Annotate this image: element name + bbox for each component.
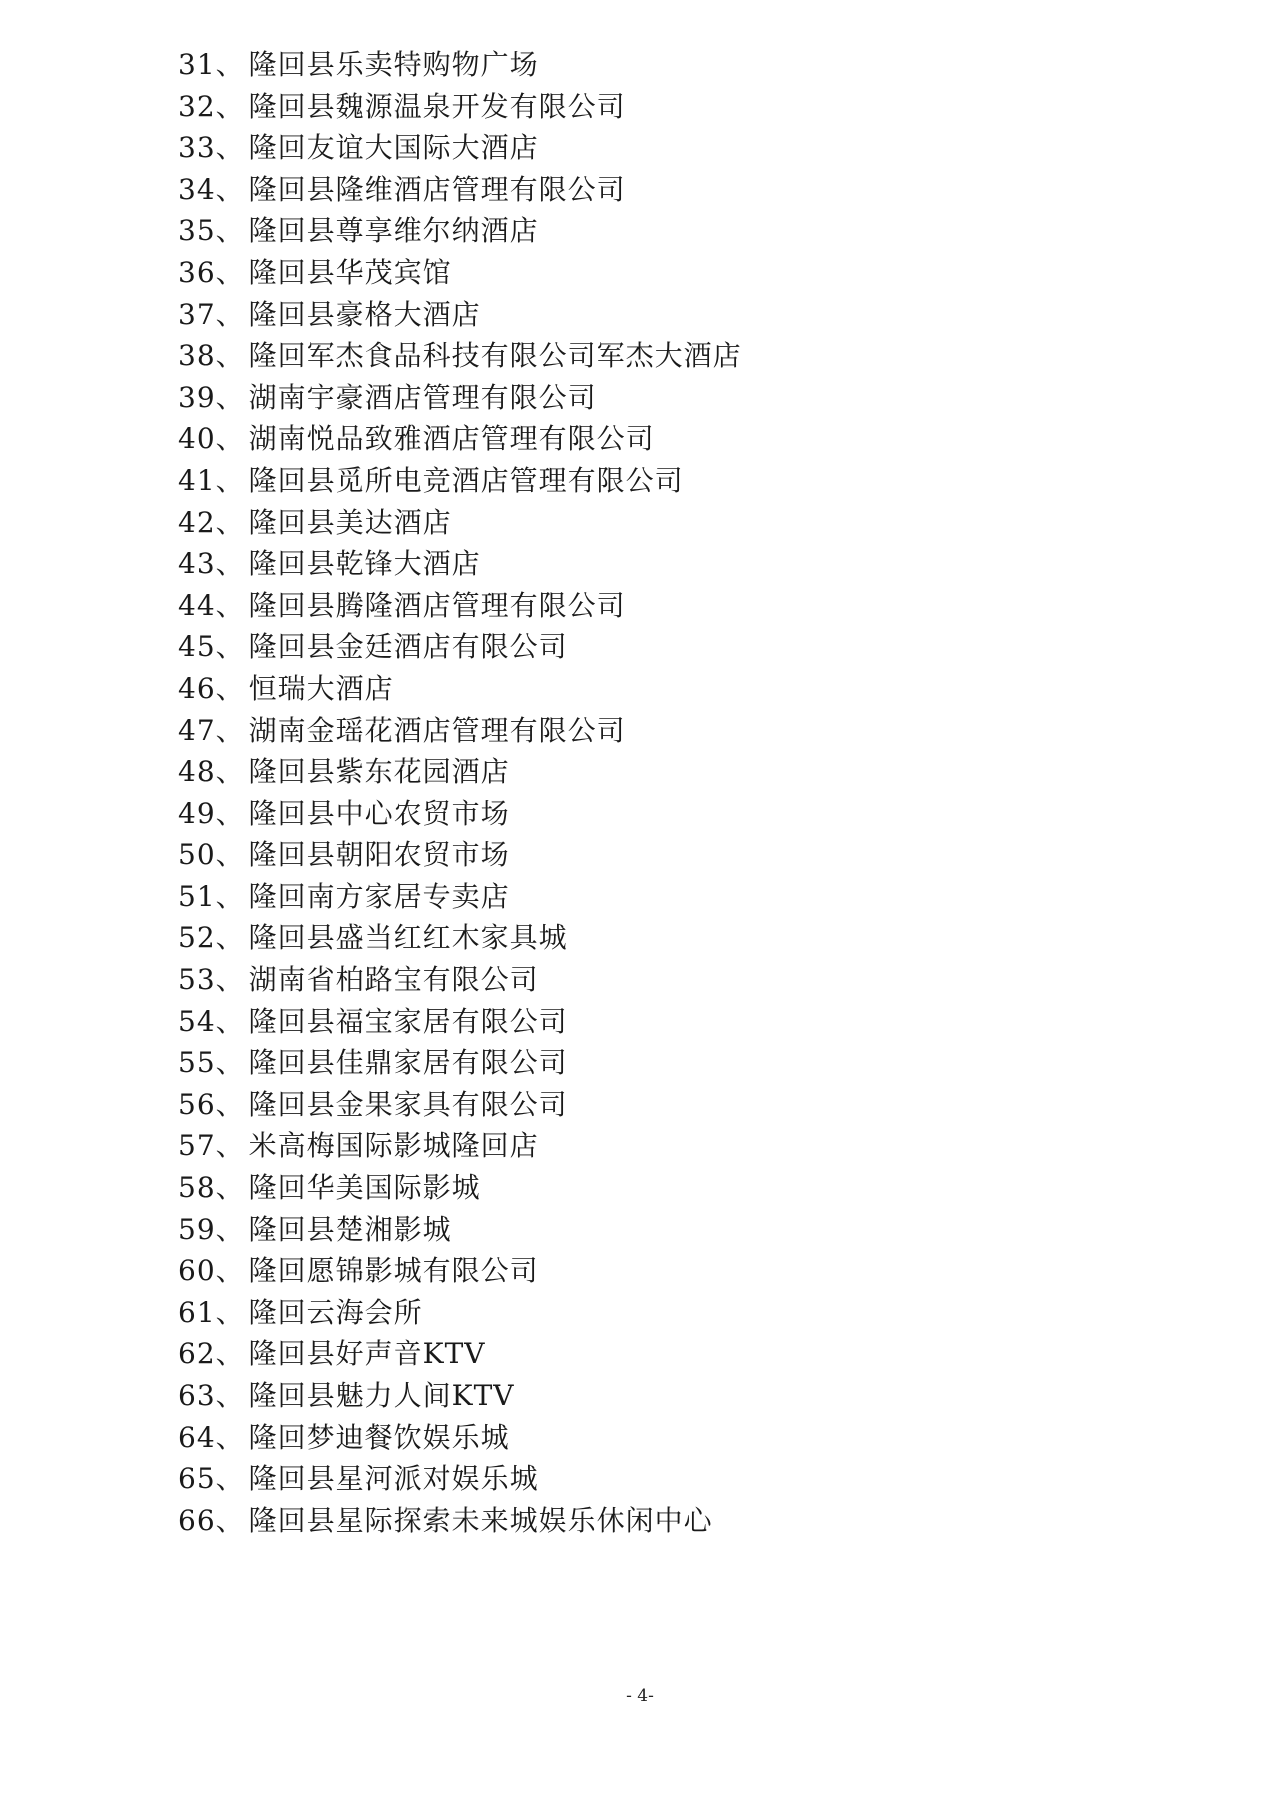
item-separator: 、: [215, 1254, 245, 1288]
item-number: 35: [178, 214, 216, 248]
item-name: 隆回愿锦影城有限公司: [248, 1254, 539, 1288]
item-number: 34: [178, 172, 216, 206]
item-separator: 、: [215, 172, 245, 206]
list-item: [178, 294, 742, 336]
item-number: 37: [178, 297, 216, 331]
item-separator: 、: [215, 214, 245, 248]
item-number: 65: [178, 1462, 216, 1496]
list-item: [178, 626, 742, 668]
item-number: 55: [178, 1046, 216, 1080]
list-item: [178, 210, 742, 252]
item-name: 隆回县星际探索未来城娱乐休闲中心: [248, 1503, 713, 1537]
list-item: [178, 1292, 742, 1334]
item-name: 隆回县好声音KTV: [248, 1337, 486, 1371]
item-separator: 、: [215, 505, 245, 539]
item-number: 31: [178, 48, 216, 81]
list-item: [178, 460, 742, 502]
item-separator: 、: [215, 1420, 245, 1454]
item-number: 44: [178, 588, 216, 622]
list-item: [178, 502, 742, 544]
item-number: 42: [178, 505, 216, 539]
item-number: 58: [178, 1171, 216, 1205]
item-name: 隆回县乐卖特购物广场: [248, 48, 539, 81]
list-item: [178, 377, 742, 419]
item-number: 56: [178, 1087, 216, 1121]
item-separator: 、: [215, 380, 245, 414]
list-item: [178, 1375, 742, 1417]
item-number: 36: [178, 255, 216, 289]
item-separator: 、: [215, 48, 245, 81]
item-name: 隆回县腾隆酒店管理有限公司: [248, 588, 626, 622]
item-separator: 、: [215, 1337, 245, 1371]
list-item: [178, 418, 742, 460]
item-name: 隆回友谊大国际大酒店: [248, 131, 539, 165]
item-name: 隆回云海会所: [248, 1295, 423, 1329]
item-name: 隆回县豪格大酒店: [248, 297, 481, 331]
list-item: [178, 1001, 742, 1043]
item-number: 33: [178, 131, 216, 165]
item-name: 隆回县华茂宾馆: [248, 255, 452, 289]
item-number: 63: [178, 1379, 216, 1412]
list-item: [178, 252, 742, 294]
item-separator: 、: [215, 1212, 245, 1246]
item-name: 隆回县星河派对娱乐城: [248, 1462, 539, 1496]
item-name: 隆回县金廷酒店有限公司: [248, 630, 568, 664]
item-separator: 、: [215, 1379, 245, 1412]
item-number: 32: [178, 89, 216, 123]
item-number: 59: [178, 1212, 216, 1246]
item-separator: 、: [215, 1503, 245, 1537]
item-name: 隆回县美达酒店: [248, 505, 452, 539]
item-separator: 、: [215, 713, 245, 747]
item-name: 隆回县隆维酒店管理有限公司: [248, 172, 626, 206]
list-item: [178, 44, 742, 86]
item-name: 隆回军杰食品科技有限公司军杰大酒店: [248, 339, 742, 373]
item-number: 48: [178, 755, 216, 789]
item-number: 43: [178, 547, 216, 581]
list-item: [178, 793, 742, 835]
item-separator: 、: [215, 1462, 245, 1496]
list-item: [178, 1125, 742, 1167]
list-item: [178, 1458, 742, 1500]
item-separator: 、: [215, 921, 245, 955]
list-item: [178, 1250, 742, 1292]
item-number: 62: [178, 1337, 216, 1371]
item-number: 60: [178, 1254, 216, 1288]
item-number: 47: [178, 713, 216, 747]
item-name: 湖南金瑶花酒店管理有限公司: [248, 713, 626, 747]
list-item: [178, 1084, 742, 1126]
list-item: [178, 1042, 742, 1084]
item-name: 隆回县尊享维尔纳酒店: [248, 214, 539, 248]
item-name: 隆回县朝阳农贸市场: [248, 838, 510, 872]
item-separator: 、: [215, 755, 245, 789]
item-number: 39: [178, 380, 216, 414]
item-number: 45: [178, 630, 216, 664]
item-separator: 、: [215, 1129, 245, 1163]
item-separator: 、: [215, 339, 245, 373]
item-separator: 、: [215, 255, 245, 289]
list-item: [178, 335, 742, 377]
item-separator: 、: [215, 1046, 245, 1080]
item-separator: 、: [215, 422, 245, 456]
list-item: [178, 1333, 742, 1375]
item-separator: 、: [215, 1295, 245, 1329]
item-separator: 、: [215, 131, 245, 165]
item-number: 49: [178, 796, 216, 830]
list-item: [178, 917, 742, 959]
item-number: 57: [178, 1129, 216, 1163]
item-separator: 、: [215, 547, 245, 581]
item-number: 54: [178, 1004, 216, 1038]
item-separator: 、: [215, 963, 245, 997]
item-name: 隆回县佳鼎家居有限公司: [248, 1046, 568, 1080]
item-separator: 、: [215, 1087, 245, 1121]
list-item: [178, 876, 742, 918]
item-name: 隆回县中心农贸市场: [248, 796, 510, 830]
entity-list: [178, 44, 742, 1541]
list-item: [178, 86, 742, 128]
item-separator: 、: [215, 297, 245, 331]
list-item: [178, 169, 742, 211]
item-number: 41: [178, 463, 216, 497]
item-number: 46: [178, 671, 216, 705]
item-number: 51: [178, 879, 216, 913]
list-item: [178, 1417, 742, 1459]
item-name: 隆回县紫东花园酒店: [248, 755, 510, 789]
item-number: 50: [178, 838, 216, 872]
item-separator: 、: [215, 796, 245, 830]
item-separator: 、: [215, 588, 245, 622]
list-item: [178, 1500, 742, 1542]
item-name: 湖南省柏路宝有限公司: [248, 963, 539, 997]
item-separator: 、: [215, 630, 245, 664]
list-item: [178, 543, 742, 585]
item-name: 湖南悦品致雅酒店管理有限公司: [248, 422, 655, 456]
item-name: 隆回华美国际影城: [248, 1171, 481, 1205]
list-item: [178, 834, 742, 876]
item-separator: 、: [215, 1004, 245, 1038]
item-number: 40: [178, 422, 216, 456]
item-name: 恒瑞大酒店: [248, 671, 394, 705]
page-number: - 4-: [626, 1686, 654, 1706]
list-item: [178, 751, 742, 793]
item-separator: 、: [215, 879, 245, 913]
item-name: 隆回梦迪餐饮娱乐城: [248, 1420, 510, 1454]
list-item: [178, 1209, 742, 1251]
item-name: 隆回县乾锋大酒店: [248, 547, 481, 581]
item-separator: 、: [215, 89, 245, 123]
list-item: [178, 1167, 742, 1209]
list-item: [178, 668, 742, 710]
item-separator: 、: [215, 1171, 245, 1205]
item-separator: 、: [215, 838, 245, 872]
item-name: 隆回县魏源温泉开发有限公司: [248, 89, 626, 123]
item-number: 61: [178, 1295, 216, 1329]
item-name: 隆回县楚湘影城: [248, 1212, 452, 1246]
item-name: 隆回县福宝家居有限公司: [248, 1004, 568, 1038]
item-number: 38: [178, 339, 216, 373]
item-separator: 、: [215, 463, 245, 497]
item-name: 隆回县魅力人间KTV: [248, 1379, 515, 1412]
item-separator: 、: [215, 671, 245, 705]
item-name: 隆回县金果家具有限公司: [248, 1087, 568, 1121]
item-name: 湖南宇豪酒店管理有限公司: [248, 380, 597, 414]
item-number: 66: [178, 1503, 216, 1537]
list-item: [178, 585, 742, 627]
item-number: 52: [178, 921, 216, 955]
list-item: [178, 959, 742, 1001]
item-number: 64: [178, 1420, 216, 1454]
item-name: 米高梅国际影城隆回店: [248, 1129, 539, 1163]
list-item: [178, 710, 742, 752]
item-number: 53: [178, 963, 216, 997]
item-name: 隆回县盛当红红木家具城: [248, 921, 568, 955]
list-item: [178, 127, 742, 169]
item-name: 隆回县觅所电竞酒店管理有限公司: [248, 463, 684, 497]
item-name: 隆回南方家居专卖店: [248, 879, 510, 913]
